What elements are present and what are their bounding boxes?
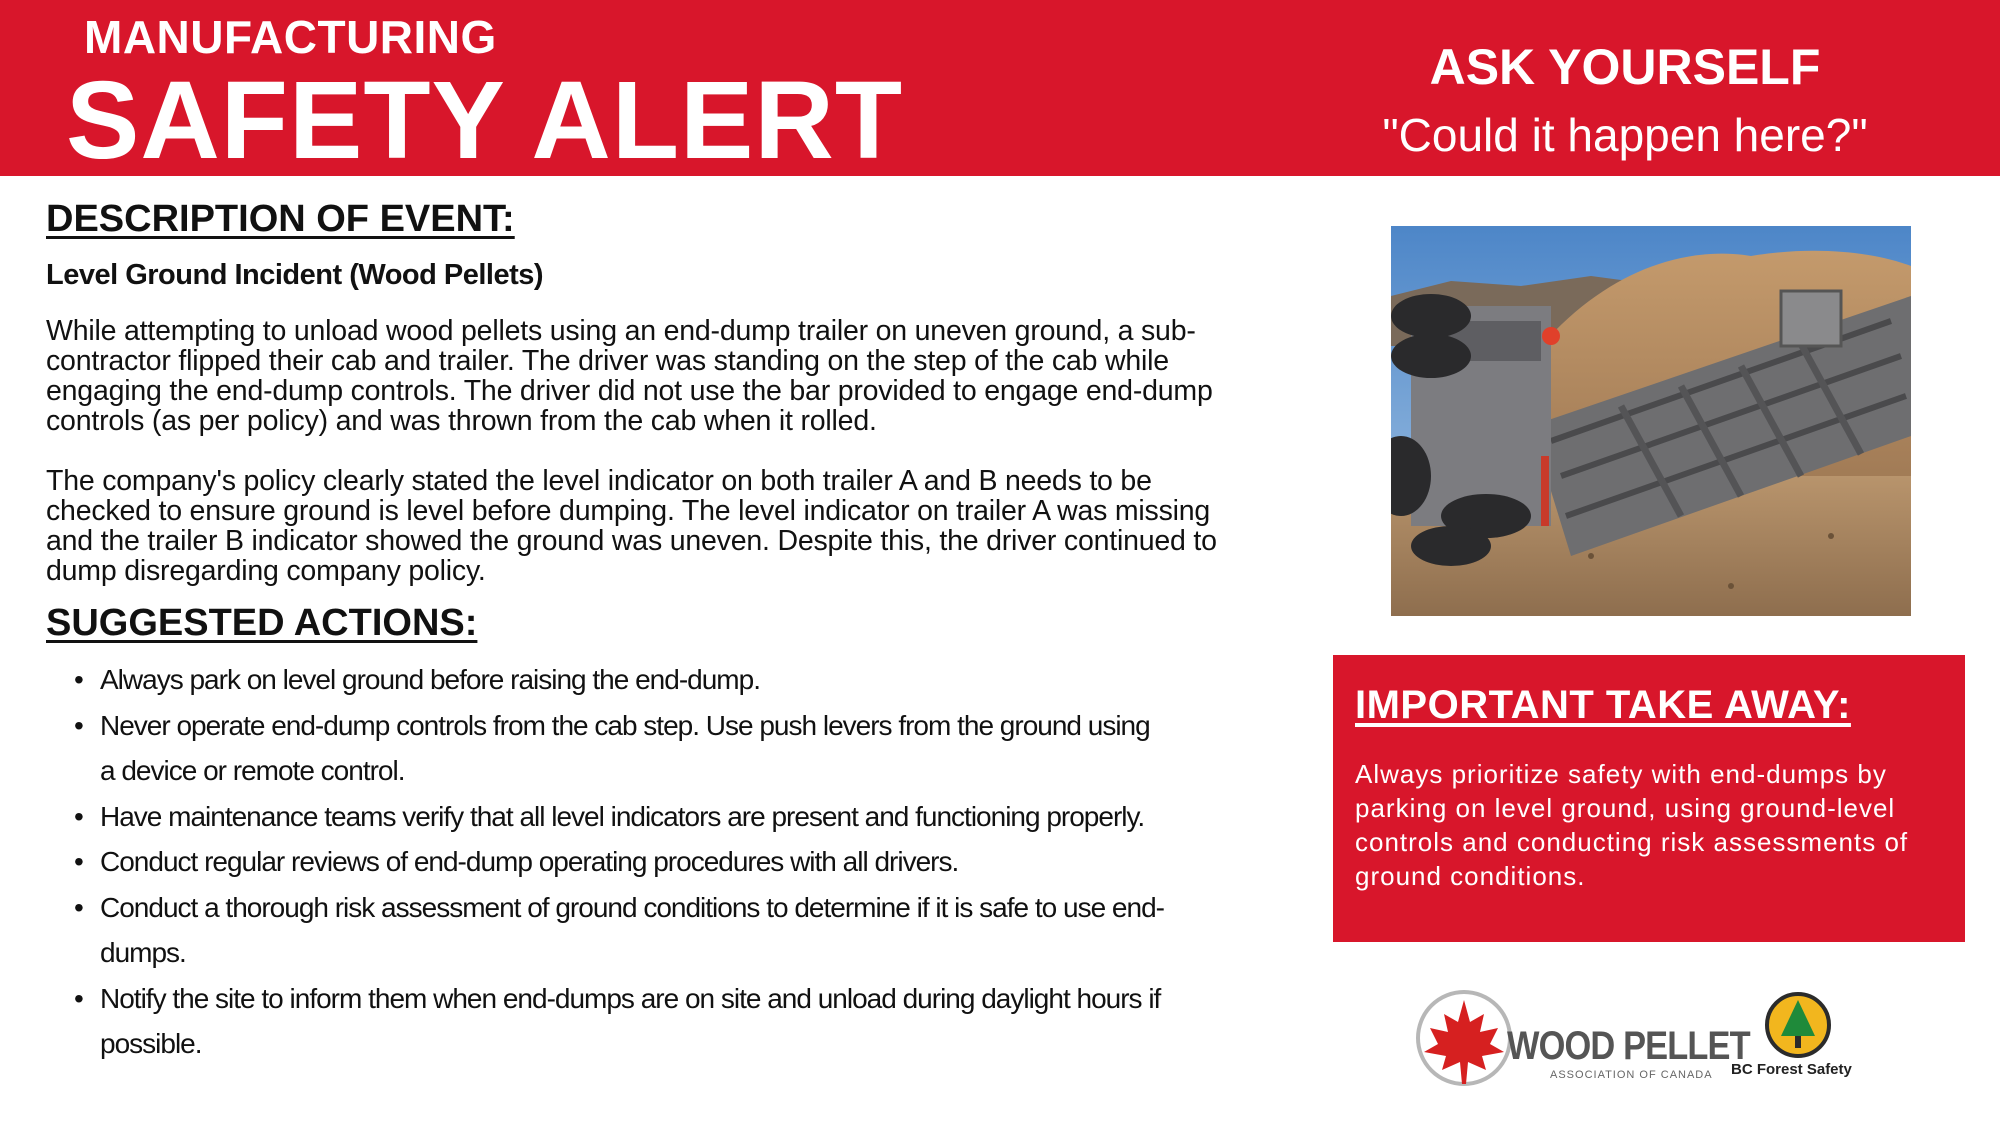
- incident-photo: [1391, 226, 1911, 616]
- action-item: • Conduct a thorough risk assessment of ground conditions to determine if it is safe to use end-dumps.: [64, 885, 1164, 976]
- description-paragraph-1: While attempting to unload wood pellets using an end-dump trailer on uneven ground, a sub-contractor flipped their cab and trailer. The driver was standing on the step of the cab while engaging the end-dump controls. The driver did not use the bar provided to engage end-dump controls (as per policy) and was thrown from the cab when it rolled.: [46, 315, 1213, 437]
- action-item: • Notify the site to inform them when end-dumps are on site and unload during daylight hours if possible.: [64, 976, 1164, 1067]
- action-item: • Always park on level ground before raising the end-dump.: [64, 657, 1164, 703]
- header-kicker: MANUFACTURING: [84, 11, 497, 63]
- bc-forest-safety-logo: [1725, 990, 1875, 1085]
- takeaway-heading: IMPORTANT TAKE AWAY:: [1355, 683, 1851, 727]
- bc-forest-safety-name: BC Forest Safety: [1731, 1061, 1852, 1078]
- ask-yourself-question: "Could it happen here?": [1382, 109, 1868, 161]
- header-banner: [0, 0, 2000, 182]
- description-heading: DESCRIPTION OF EVENT:: [46, 198, 515, 240]
- header-title: SAFETY ALERT: [66, 59, 904, 182]
- takeaway-text: Always prioritize safety with end-dumps by parking on level ground, using ground-level controls and conducting risk assessments of ground conditions.: [1355, 759, 1909, 891]
- action-item: • Have maintenance teams verify that all level indicators are present and functioning properly.: [64, 794, 1164, 840]
- incident-title: Level Ground Incident (Wood Pellets): [46, 259, 544, 291]
- description-paragraph-2: The company's policy clearly stated the level indicator on both trailer A and B needs to be checked to ensure ground is level before dumping. The level indicator on trailer A was missing and the trailer B indicator showed the ground was uneven. Despite this, the driver continued to dump disregarding company policy.: [46, 465, 1217, 587]
- important-takeaway-box: [1333, 655, 1965, 942]
- wood-pellet-name: WOOD PELLET: [1507, 1024, 1750, 1068]
- actions-list: [64, 657, 1164, 1067]
- maple-leaf-icon: [1412, 988, 1522, 1088]
- wood-pellet-subtitle: ASSOCIATION OF CANADA: [1550, 1069, 1713, 1081]
- actions-heading: SUGGESTED ACTIONS:: [46, 602, 478, 644]
- ask-yourself-title: ASK YOURSELF: [1429, 39, 1821, 95]
- wood-pellet-logo: [1412, 988, 1750, 1088]
- tree-icon: [1763, 990, 1833, 1060]
- action-item: • Conduct regular reviews of end-dump operating procedures with all drivers.: [64, 839, 1164, 885]
- action-item: • Never operate end-dump controls from the cab step. Use push levers from the ground using a device or remote control.: [64, 703, 1164, 794]
